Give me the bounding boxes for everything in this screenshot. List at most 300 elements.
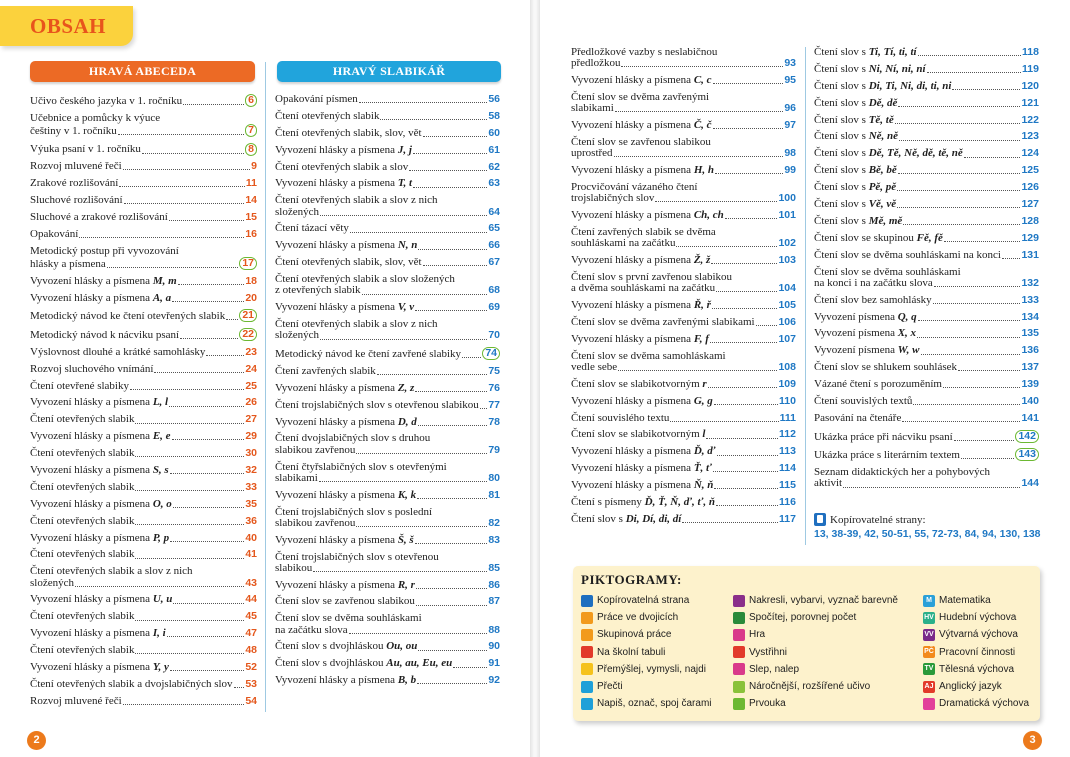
- dot-leader: [713, 128, 784, 129]
- toc-entry: [814, 216, 1039, 227]
- toc-entry: [275, 462, 500, 484]
- pictogram-label: Hra: [749, 629, 766, 641]
- toc-entry-title: [30, 578, 74, 589]
- toc-entry: [814, 345, 1039, 356]
- toc-entry: [275, 240, 500, 251]
- toc-page-number: 11: [245, 177, 257, 190]
- toc-page-number: 90: [488, 640, 500, 653]
- toc-page-number: 118: [1022, 46, 1039, 58]
- dot-leader: [313, 571, 487, 572]
- toc-entry-title: [571, 317, 755, 328]
- toc-page-number: 136: [1021, 344, 1039, 357]
- toc-entry-title: [30, 499, 172, 510]
- pictogram-item: [733, 695, 898, 712]
- dot-leader: [123, 169, 251, 170]
- dot-leader: [172, 301, 244, 302]
- toc-page-number: 78: [488, 415, 500, 428]
- toc-entry: [814, 148, 1039, 159]
- toc-entry: [275, 596, 500, 607]
- pictogram-icon: [733, 698, 745, 710]
- toc-entry: [275, 178, 500, 189]
- toc-page-number: 142: [1015, 430, 1039, 443]
- toc-entry-title: [571, 210, 724, 221]
- toc-entry-title: [814, 182, 896, 193]
- toc-page-number: 128: [1021, 214, 1039, 227]
- toc-entry-title: [571, 379, 707, 390]
- toc-entry: [571, 514, 796, 525]
- toc-entry-title: [30, 212, 168, 223]
- toc-page-number: 33: [245, 480, 257, 493]
- toc-entry: [275, 195, 500, 217]
- toc-page-number: 40: [245, 531, 257, 544]
- pictogram-item: [923, 592, 1029, 609]
- toc-entry-text: Čtení otevřených slabik: [30, 548, 135, 561]
- toc-entry: [571, 210, 796, 221]
- pictogram-icon: [581, 698, 593, 710]
- toc-entry-letters: Tě, tě: [868, 113, 894, 126]
- toc-entry-title: [814, 413, 901, 424]
- toc-page-number: 32: [245, 464, 257, 476]
- toc-page-number: 97: [784, 119, 796, 132]
- toc-entry: [30, 516, 257, 527]
- dot-leader: [423, 265, 488, 266]
- pictogram-item: [581, 661, 712, 678]
- pictogram-label: Pracovní činnosti: [939, 646, 1016, 658]
- dot-leader: [717, 455, 779, 456]
- pictogram-column: [923, 592, 1029, 712]
- toc-entry-text: Vyvození hlásky a písmena: [275, 533, 398, 546]
- dot-leader: [75, 586, 244, 587]
- pictogram-icon: [581, 629, 593, 641]
- toc-entry-text: Čtení otevřených slabik: [30, 413, 135, 426]
- toc-entry: [275, 366, 500, 377]
- dot-leader: [409, 170, 487, 171]
- toc-entry-letters: Di, Ti, Ni, di, ti, ni: [868, 79, 952, 92]
- toc-entry-title: [30, 414, 134, 425]
- toc-entry-letters: R, r: [397, 578, 415, 591]
- toc-page-number: 139: [1021, 378, 1039, 391]
- toc-entry-text: Čtení otevřených slabik: [30, 447, 135, 460]
- toc-page-number: 9: [251, 160, 257, 173]
- toc-entry-text: aktivit: [814, 477, 843, 490]
- pictogram-item: [581, 695, 712, 712]
- toc-entry-text: Vyvození hlásky a písmena: [275, 415, 398, 428]
- toc-page-number: 119: [1022, 62, 1039, 75]
- toc-entry-text: Čtení slov s: [814, 62, 869, 75]
- toc-entry-title: [275, 658, 452, 669]
- toc-entry-title: [30, 696, 122, 707]
- toc-page-number: 80: [488, 471, 500, 484]
- toc-entry: [30, 645, 257, 656]
- pictogram-item: [581, 678, 712, 695]
- toc-entry-text: Metodický návod ke čtení otevřených slabik: [30, 310, 226, 323]
- toc-entry: [275, 641, 500, 652]
- toc-page-number: 61: [488, 143, 500, 156]
- toc-entry: [30, 178, 257, 189]
- toc-entry: [571, 92, 796, 114]
- toc-entry-title: [275, 445, 355, 456]
- toc-entry-title: [275, 675, 416, 686]
- pictogram-icon: [733, 629, 745, 641]
- toc-page-number: 36: [245, 514, 257, 527]
- dot-leader: [961, 458, 1014, 459]
- toc-entry-title: [814, 98, 897, 109]
- toc-entry-title: [814, 450, 960, 461]
- toc-entry-letters: Ch, ch: [693, 209, 724, 222]
- pictogram-icon: VV: [923, 629, 935, 641]
- toc-entry-text: Čtení souvislých textů: [814, 395, 913, 408]
- dot-leader: [173, 507, 245, 508]
- toc-entry-letters: Ň, ň: [693, 479, 714, 492]
- dot-leader: [79, 237, 244, 238]
- toc-entry-text: Čtení slov s: [814, 96, 869, 109]
- toc-entry: [275, 400, 500, 411]
- pictogram-label: Na školní tabuli: [597, 646, 666, 658]
- dot-leader: [711, 263, 777, 264]
- toc-page-number: 101: [778, 209, 796, 222]
- toc-page-number: 62: [488, 160, 500, 173]
- toc-page-number: 52: [245, 661, 257, 673]
- pictogram-label: Kopírovatelná strana: [597, 595, 690, 607]
- pictogram-item: [581, 609, 712, 626]
- toc-page-number: 120: [1021, 79, 1039, 92]
- toc-entry-title: Čtení slov se dvěma souhláskami: [275, 612, 422, 625]
- pictogram-icon: PČ: [923, 646, 935, 658]
- toc-entry-title: [814, 295, 932, 306]
- toc-entry-text: Čtení slov se dvěma zavřenými slabikami: [571, 315, 755, 328]
- toc-entry: [30, 397, 257, 408]
- dot-leader: [714, 488, 778, 489]
- toc-entry-title: [275, 240, 417, 251]
- toc-entry-text: Čtení otevřených slabik a dvojslabičných slov: [30, 677, 233, 690]
- toc-page-number: 98: [784, 147, 796, 160]
- toc-page-number: 99: [784, 164, 796, 177]
- toc-entry-title: Čtení čtyřslabičných slov s otevřenými: [275, 460, 447, 473]
- toc-entry-title: [571, 497, 715, 508]
- toc-entry: [571, 317, 796, 328]
- toc-page-number: 43: [245, 576, 257, 589]
- toc-entry-title: [30, 293, 171, 304]
- toc-entry-letters: U, u: [152, 593, 173, 606]
- toc-entry: [814, 233, 1039, 244]
- toc-entry-title: [275, 223, 349, 234]
- toc-entry: [275, 658, 500, 669]
- toc-entry: [814, 467, 1039, 489]
- dot-leader: [706, 438, 778, 439]
- toc-entry-title: Předložkové vazby s neslabičnou: [571, 46, 718, 58]
- page-number-left: 2: [27, 731, 46, 750]
- toc-entry-title: Čtení otevřených slabik a slov z nich: [275, 194, 438, 207]
- toc-entry-title: [571, 429, 705, 440]
- pictogram-item: [581, 626, 712, 643]
- toc-entry-title: [30, 533, 169, 544]
- toc-entry-title: [571, 480, 713, 491]
- toc-entry-title: [275, 94, 358, 105]
- toc-entry: [275, 257, 500, 268]
- toc-page-number: 107: [778, 332, 796, 345]
- toc-column-2: [275, 94, 500, 692]
- toc-entry-text: Čtení tázací věty: [275, 222, 349, 235]
- toc-entry-letters: J, j: [397, 143, 412, 156]
- toc-page-number: 110: [779, 394, 796, 407]
- toc-entry-text: Výuka psaní v 1. ročníku: [30, 143, 141, 156]
- toc-entry: [814, 430, 1039, 443]
- dot-leader: [952, 89, 1020, 90]
- toc-entry-title: [571, 58, 620, 69]
- toc-entry-title: [571, 165, 714, 176]
- toc-entry-text: Čtení slov se slabikotvorným: [571, 377, 703, 390]
- toc-page-number: 100: [778, 192, 796, 205]
- toc-entry: [814, 379, 1039, 390]
- toc-page-number: 108: [778, 360, 796, 373]
- dot-leader: [173, 603, 244, 604]
- toc-page-number: 70: [488, 329, 500, 342]
- toc-page-number: 125: [1021, 164, 1039, 177]
- toc-entry-title: [30, 126, 117, 137]
- toc-entry-title: [814, 379, 942, 390]
- toc-page-number: 14: [245, 194, 257, 207]
- dot-leader: [710, 342, 778, 343]
- pictogram-label: Slep, nalep: [749, 663, 800, 675]
- toc-entry: [571, 497, 796, 508]
- toc-entry-title: [275, 563, 312, 574]
- pictogram-item: [923, 695, 1029, 712]
- toc-entry-letters: B, b: [397, 674, 417, 687]
- toc-page-number: 30: [245, 447, 257, 460]
- toc-entry-title: [275, 145, 412, 156]
- toc-entry-text: Čtení otevřených slabik, slov, vět: [275, 256, 422, 269]
- toc-page-number: 76: [488, 381, 500, 394]
- dot-leader: [716, 505, 778, 506]
- toc-entry-title: [30, 229, 78, 240]
- toc-entry-text: Vyvození hlásky a písmena: [571, 119, 694, 132]
- toc-entry-text: slabikou zavřenou: [275, 443, 356, 456]
- toc-entry-title: [275, 128, 422, 139]
- toc-entry-text: Rozvoj mluvené řeči: [30, 160, 122, 173]
- pictogram-item: [923, 661, 1029, 678]
- toc-entry-text: slabikami: [571, 102, 614, 115]
- toc-entry-text: Čtení slov se dvěma souhláskami na konci: [814, 248, 1001, 261]
- toc-page-number: 69: [488, 301, 500, 314]
- toc-entry-title: [275, 417, 417, 428]
- toc-entry-text: Zrakové rozlišování: [30, 177, 119, 190]
- dot-leader: [899, 140, 1020, 141]
- dot-leader: [169, 220, 245, 221]
- toc-entry: [571, 182, 796, 204]
- toc-entry-letters: C, c: [693, 74, 712, 87]
- column-divider: [265, 62, 266, 712]
- toc-entry: [814, 448, 1039, 461]
- toc-entry-title: [30, 549, 134, 560]
- dot-leader: [142, 153, 244, 154]
- toc-entry-letters: Ž, ž: [693, 254, 711, 267]
- pictogram-label: Přemýšlej, vymysli, najdi: [597, 663, 706, 675]
- toc-entry-text: Vyvození hlásky a písmena: [571, 479, 694, 492]
- toc-page-number: 115: [779, 479, 796, 492]
- toc-page-number: 77: [488, 398, 500, 411]
- toc-page-number: 123: [1021, 130, 1039, 143]
- toc-entry-text: Čtení slov bez samohlásky: [814, 293, 932, 306]
- dot-leader: [413, 187, 487, 188]
- pictogram-icon: [733, 595, 745, 607]
- toc-entry: [30, 594, 257, 605]
- pictogram-icon: [923, 698, 935, 710]
- toc-entry: [30, 549, 257, 560]
- toc-entry: [275, 111, 500, 122]
- book-spine: [530, 0, 540, 757]
- pictogram-label: Dramatická výchova: [939, 698, 1030, 710]
- toc-entry-title: [275, 330, 319, 341]
- toc-entry-title: [275, 535, 414, 546]
- section-header-slabikar: HRAVÝ SLABIKÁŘ: [277, 61, 501, 82]
- toc-entry-text: hlásky a písmena: [30, 257, 106, 270]
- toc-entry-text: Vyvození hlásky a písmena: [275, 177, 398, 190]
- toc-entry: [30, 448, 257, 459]
- toc-entry: [814, 165, 1039, 176]
- dot-leader: [319, 481, 488, 482]
- toc-entry-text: slabikou: [275, 561, 313, 574]
- copy-page-icon: [814, 513, 826, 526]
- toc-entry: [814, 413, 1039, 424]
- dot-leader: [423, 136, 488, 137]
- pictogram-item: [733, 626, 898, 643]
- toc-entry-text: Čtení slov s dvojhláskou: [275, 657, 387, 670]
- dot-leader: [716, 291, 777, 292]
- toc-entry-text: Čtení otevřených slabik: [30, 644, 135, 657]
- toc-entry-letters: l: [702, 428, 706, 441]
- toc-page-number: 53: [245, 677, 257, 690]
- toc-entry: [814, 115, 1039, 126]
- toc-entry: [30, 696, 257, 707]
- dot-leader: [918, 55, 1021, 56]
- toc-entry-title: Procvičování vázaného čtení: [571, 180, 698, 193]
- pictogram-label: Skupinová práce: [597, 629, 672, 641]
- toc-entry: [275, 490, 500, 501]
- toc-entry-title: Čtení otevřených slabik a slov složených: [275, 273, 455, 286]
- toc-entry-title: [814, 115, 894, 126]
- toc-entry-text: souhláskami na začátku: [571, 237, 676, 250]
- dot-leader: [913, 404, 1020, 405]
- toc-page-number: 27: [245, 413, 257, 426]
- dot-leader: [934, 286, 1021, 287]
- toc-page-number: 122: [1021, 113, 1039, 126]
- toc-entry: [30, 347, 257, 358]
- toc-entry: [814, 47, 1039, 58]
- toc-entry-letters: F, f: [693, 332, 709, 345]
- toc-entry: [30, 276, 257, 287]
- dot-leader: [415, 543, 488, 544]
- toc-entry-title: Čtení slov se dvěma souhláskami: [814, 265, 961, 278]
- dot-leader: [713, 83, 784, 84]
- dot-leader: [320, 339, 487, 340]
- toc-page-number: 63: [488, 177, 500, 190]
- dot-leader: [713, 471, 778, 472]
- toc-entry-title: [30, 195, 123, 206]
- toc-page-number: 82: [488, 516, 500, 529]
- toc-entry: [30, 364, 257, 375]
- toc-entry-letters: K, k: [397, 488, 417, 501]
- dot-leader: [416, 605, 487, 606]
- pictogram-icon: [733, 612, 745, 624]
- dot-leader: [715, 173, 783, 174]
- toc-page-number: 93: [784, 57, 796, 70]
- pictogram-item: [923, 678, 1029, 695]
- toc-entry: [30, 293, 257, 304]
- pictogram-item: [733, 661, 898, 678]
- toc-entry-title: Seznam didaktických her a pohybových: [814, 466, 990, 479]
- pictogram-item: [733, 592, 898, 609]
- pictogram-item: [581, 644, 712, 661]
- toc-page-number: 111: [779, 411, 796, 424]
- toc-entry-text: Vyvození písmena: [814, 310, 898, 323]
- toc-entry-text: Čtení slov s: [814, 79, 869, 92]
- toc-entry: [275, 347, 500, 360]
- toc-page-number: 75: [488, 364, 500, 377]
- toc-page-number: 8: [245, 143, 257, 156]
- toc-entry-text: Čtení slov s dvojhláskou: [275, 640, 387, 653]
- dot-leader: [123, 704, 245, 705]
- toc-entry-letters: Ou, ou: [386, 640, 418, 653]
- toc-entry: [30, 381, 257, 392]
- toc-page-number: 137: [1021, 361, 1039, 374]
- toc-entry-text: Vyvození hlásky a písmena: [30, 396, 153, 409]
- toc-entry: [30, 195, 257, 206]
- dot-leader: [154, 372, 244, 373]
- toc-page-number: 24: [245, 362, 257, 375]
- toc-entry-title: Čtení slov se dvěma samohláskami: [571, 349, 726, 362]
- toc-entry-letters: Š, š: [397, 533, 414, 546]
- toc-page-number: 7: [245, 124, 257, 137]
- toc-entry-text: Čtení otevřených slabik: [275, 109, 380, 122]
- toc-entry-title: [30, 161, 122, 172]
- toc-entry-title: [275, 625, 348, 636]
- toc-entry-text: Vyvození hlásky a písmena: [30, 627, 153, 640]
- toc-entry-text: Čtení slov s: [814, 130, 869, 143]
- toc-entry-letters: N, n: [397, 239, 418, 252]
- toc-entry-text: Vázané čtení s porozuměním: [814, 378, 942, 391]
- toc-entry-title: [814, 64, 926, 75]
- dot-leader: [226, 319, 238, 320]
- toc-page-number: 47: [245, 627, 257, 640]
- dot-leader: [418, 425, 488, 426]
- dot-leader: [418, 650, 487, 651]
- toc-entry-title: [814, 148, 963, 159]
- toc-entry-text: Vyvození hlásky a písmena: [571, 74, 694, 87]
- dot-leader: [895, 123, 1021, 124]
- pictogram-column: [581, 592, 712, 712]
- dot-leader: [418, 249, 487, 250]
- toc-page-number: 23: [245, 345, 257, 358]
- dot-leader: [356, 453, 487, 454]
- toc-entry-text: Čtení slov s: [814, 113, 869, 126]
- dot-leader: [119, 186, 245, 187]
- toc-entry-title: [30, 594, 172, 605]
- toc-entry: [275, 383, 500, 394]
- toc-entry-title: [571, 148, 613, 159]
- toc-entry-text: Opakování: [30, 227, 79, 240]
- toc-entry-title: [814, 47, 917, 58]
- dot-leader: [350, 232, 487, 233]
- toc-entry: [275, 223, 500, 234]
- toc-entry-title: [30, 259, 106, 270]
- toc-entry-text: Vyvození hlásky a písmena: [571, 332, 694, 345]
- toc-entry-title: [275, 257, 422, 268]
- toc-page-number: 91: [488, 657, 500, 670]
- copyable-label: Kopírovatelné strany:: [830, 513, 926, 526]
- toc-entry: [30, 628, 257, 639]
- dot-leader: [415, 310, 487, 311]
- toc-page-number: 133: [1021, 293, 1039, 306]
